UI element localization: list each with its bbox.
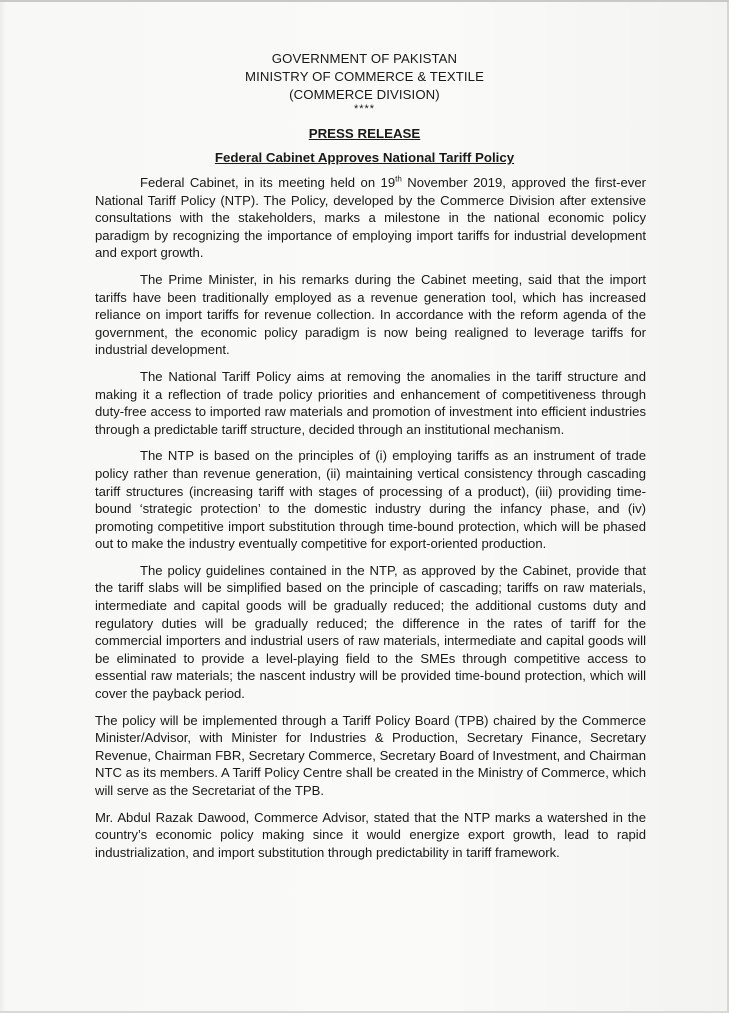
- letterhead-division: (COMMERCE DIVISION): [289, 87, 440, 102]
- press-release-body: [95, 174, 646, 870]
- paragraph-cabinet-approval: Federal Cabinet, in its meeting held on 19th November 2019, approved the first-ever National Tariff Policy (NTP). The Policy, developed by the Commerce Division after extensive consultations with the stakeholders, marks a milestone in the national economic policy paradigm by recognizing the importance of employing import tariffs for industrial development and export growth.: [95, 174, 646, 261]
- press-release-label: PRESS RELEASE: [308, 126, 421, 141]
- letterhead: [0, 50, 729, 114]
- paragraph-policy-aims: The National Tariff Policy aims at removing the anomalies in the tariff structure and making it a reflection of trade policy priorities and enhancement of competitiveness through duty-free access to imported raw materials and promotion of investment into efficient industries through a predictable tariff structure, decided through an institutional mechanism.: [95, 368, 646, 437]
- paragraph-prime-minister: The Prime Minister, in his remarks during the Cabinet meeting, said that the import tariffs have been traditionally employed as a revenue generation tool, which has increased reliance on import tariffs for revenue collection. In accordance with the reform agenda of the government, the economic policy paradigm is now being realigned to leverage tariffs for industrial development.: [95, 271, 646, 358]
- paragraph-advisor-statement: Mr. Abdul Razak Dawood, Commerce Advisor, stated that the NTP marks a watershed in the country’s economic policy making since it would energize export growth, lead to rapid industrialization, and import substitution through predictability in tariff framework.: [95, 809, 646, 860]
- paragraph-guidelines: The policy guidelines contained in the NTP, as approved by the Cabinet, provide that the tariff slabs will be simplified based on the principle of cascading; tariffs on raw materials, intermediate and capital goods will be gradually reduced; the additional customs duty and regulatory duties will be gradually reduced; the difference in the rates of tariff for the commercial importers and industrial users of raw materials, intermediate and capital goods will be eliminated to provide a level-playing field to the SMEs through competitive access to essential raw materials; the nascent industry will be provided time-bound protection, which will cover the payback period.: [95, 562, 646, 702]
- headline: Federal Cabinet Approves National Tariff Policy: [214, 150, 515, 165]
- paragraph-implementation: The policy will be implemented through a Tariff Policy Board (TPB) chaired by the Commerce Minister/Advisor, with Minister for Industries & Production, Secretary Finance, Secretary Revenue, Chairman FBR, Secretary Commerce, Secretary Board of Investment, and Chairman NTC as its members. A Tariff Policy Centre shall be created in the Ministry of Commerce, which will serve as the Secretariat of the TPB.: [95, 712, 646, 798]
- letterhead-government: GOVERNMENT OF PAKISTAN: [271, 51, 458, 66]
- letterhead-ministry: MINISTRY OF COMMERCE & TEXTILE: [245, 69, 484, 84]
- letterhead-ornament: ****: [353, 103, 376, 115]
- scan-top-edge: [0, 0, 729, 2]
- paragraph-principles: The NTP is based on the principles of (i) employing tariffs as an instrument of trade policy rather than revenue generation, (ii) maintaining vertical consistency through cascading tariff structures (increasing tariff with stages of processing of a product), (iii) providing time-bound ‘strategic protection’ to the domestic industry during the infancy phase, and (iv) promoting competitive import substitution through time-bound protection, which will be phased out to make the industry eventually competitive for export-oriented production.: [95, 448, 646, 552]
